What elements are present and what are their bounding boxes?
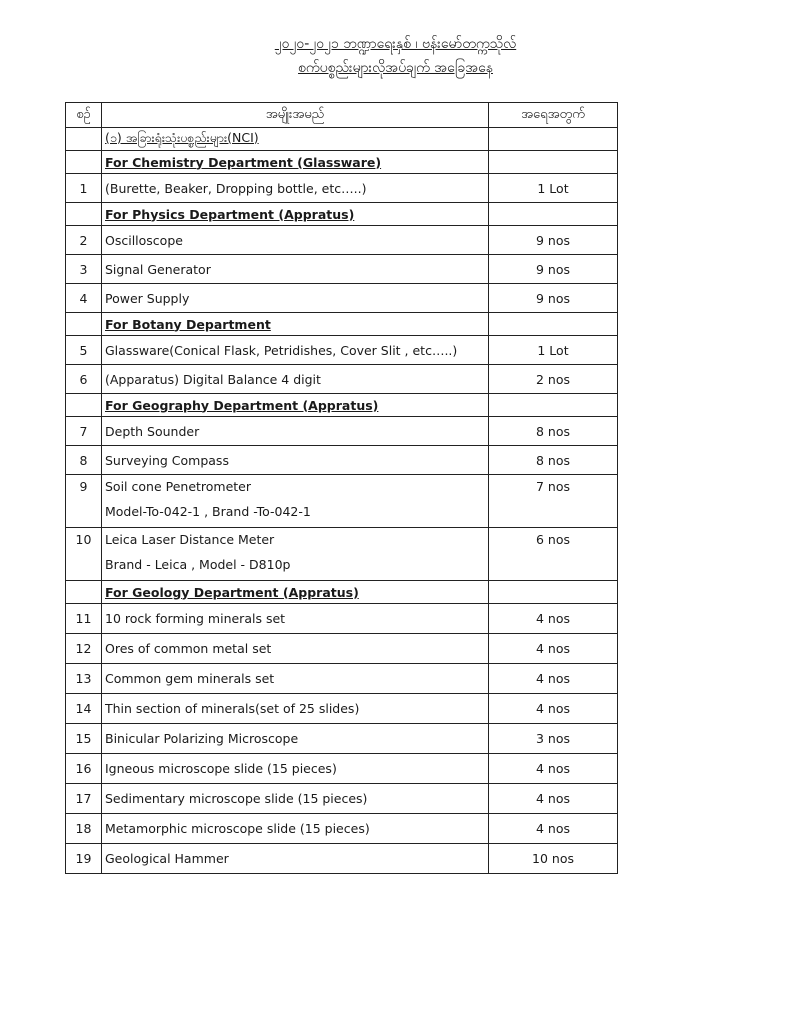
row-no: 10 — [66, 528, 102, 581]
row-item: Sedimentary microscope slide (15 pieces) — [102, 784, 489, 814]
row-no: 15 — [66, 724, 102, 754]
table-row — [66, 754, 618, 784]
row-qty: 3 nos — [489, 724, 618, 754]
table-row — [66, 844, 618, 874]
row-no: 6 — [66, 365, 102, 394]
row-no: 2 — [66, 226, 102, 255]
row-qty: 8 nos — [489, 417, 618, 446]
row-qty: 4 nos — [489, 814, 618, 844]
row-item: Thin section of minerals(set of 25 slides) — [102, 694, 489, 724]
row-no: 19 — [66, 844, 102, 874]
row-item: (Apparatus) Digital Balance 4 digit — [102, 365, 489, 394]
section-row — [66, 313, 618, 336]
row-no: 9 — [66, 475, 102, 528]
row-qty: 4 nos — [489, 664, 618, 694]
row-qty: 7 nos — [489, 475, 618, 528]
section-row — [66, 203, 618, 226]
document-title: ၂၀၂၀-၂၀၂၁ ဘဏ္ဍာရေးနှစ် ၊ ဗန်းမော်တက္ကသိုလ် — [274, 36, 517, 52]
section-row — [66, 394, 618, 417]
table-row — [66, 255, 618, 284]
row-qty: 2 nos — [489, 365, 618, 394]
row-no: 1 — [66, 174, 102, 203]
row-no: 17 — [66, 784, 102, 814]
header-no: စဉ် — [66, 103, 102, 128]
table-header-row — [66, 103, 618, 128]
row-item: Geological Hammer — [102, 844, 489, 874]
table-row — [66, 724, 618, 754]
section-geology: For Geology Department (Appratus) — [102, 581, 489, 604]
section-botany: For Botany Department — [102, 313, 489, 336]
row-no: 16 — [66, 754, 102, 784]
row-qty: 1 Lot — [489, 174, 618, 203]
row-item: Surveying Compass — [102, 446, 489, 475]
row-qty: 9 nos — [489, 255, 618, 284]
row-item — [102, 475, 489, 528]
table-row — [66, 634, 618, 664]
header-item: အမျိုးအမည် — [102, 103, 489, 128]
table-row — [66, 336, 618, 365]
section-geography: For Geography Department (Appratus) — [102, 394, 489, 417]
row-qty: 8 nos — [489, 446, 618, 475]
row-item: Ores of common metal set — [102, 634, 489, 664]
row-item: Igneous microscope slide (15 pieces) — [102, 754, 489, 784]
row-qty: 9 nos — [489, 284, 618, 313]
document-subtitle: စက်ပစ္စည်းများလိုအပ်ချက် အခြေအနေ — [298, 60, 493, 76]
row-item-line1: Leica Laser Distance Meter — [105, 532, 275, 547]
table-row — [66, 417, 618, 446]
row-item: Power Supply — [102, 284, 489, 313]
row-no: 12 — [66, 634, 102, 664]
table-row — [66, 446, 618, 475]
row-qty: 4 nos — [489, 694, 618, 724]
section-row — [66, 581, 618, 604]
table-row — [66, 174, 618, 203]
row-item: (Burette, Beaker, Dropping bottle, etc…..) — [102, 174, 489, 203]
row-item: Binicular Polarizing Microscope — [102, 724, 489, 754]
table-row — [66, 528, 618, 581]
row-qty: 1 Lot — [489, 336, 618, 365]
table-row — [66, 284, 618, 313]
table-row — [66, 814, 618, 844]
section-physics: For Physics Department (Appratus) — [102, 203, 489, 226]
section-row — [66, 151, 618, 174]
category-row — [66, 128, 618, 151]
row-no: 11 — [66, 604, 102, 634]
row-qty: 4 nos — [489, 604, 618, 634]
row-item-line1: Soil cone Penetrometer — [105, 479, 252, 494]
row-no: 14 — [66, 694, 102, 724]
table-row — [66, 694, 618, 724]
row-item: Depth Sounder — [102, 417, 489, 446]
row-qty: 4 nos — [489, 784, 618, 814]
row-no: 8 — [66, 446, 102, 475]
row-item-line2: Brand - Leica , Model - D810p — [105, 557, 291, 572]
table-row — [66, 664, 618, 694]
row-item-line2: Model-To-042-1 , Brand -To-042-1 — [105, 504, 311, 519]
row-item: 10 rock forming minerals set — [102, 604, 489, 634]
row-no: 7 — [66, 417, 102, 446]
table-row — [66, 226, 618, 255]
section-chemistry: For Chemistry Department (Glassware) — [102, 151, 489, 174]
row-no: 5 — [66, 336, 102, 365]
row-item: Glassware(Conical Flask, Petridishes, Cover Slit , etc…..) — [102, 336, 489, 365]
table-row — [66, 784, 618, 814]
row-item — [102, 528, 489, 581]
row-qty: 6 nos — [489, 528, 618, 581]
row-no: 13 — [66, 664, 102, 694]
row-item: Oscilloscope — [102, 226, 489, 255]
category-title: (၁) အခြားရုံးသုံးပစ္စည်းများ(NCI) — [102, 128, 489, 151]
row-qty: 4 nos — [489, 754, 618, 784]
row-item: Common gem minerals set — [102, 664, 489, 694]
row-item: Metamorphic microscope slide (15 pieces) — [102, 814, 489, 844]
row-item: Signal Generator — [102, 255, 489, 284]
table-row — [66, 604, 618, 634]
row-no: 18 — [66, 814, 102, 844]
row-no: 4 — [66, 284, 102, 313]
row-no: 3 — [66, 255, 102, 284]
row-qty: 9 nos — [489, 226, 618, 255]
table-row — [66, 365, 618, 394]
equipment-table — [65, 102, 618, 874]
row-qty: 4 nos — [489, 634, 618, 664]
header-qty: အရေအတွက် — [489, 103, 618, 128]
row-qty: 10 nos — [489, 844, 618, 874]
table-row — [66, 475, 618, 528]
